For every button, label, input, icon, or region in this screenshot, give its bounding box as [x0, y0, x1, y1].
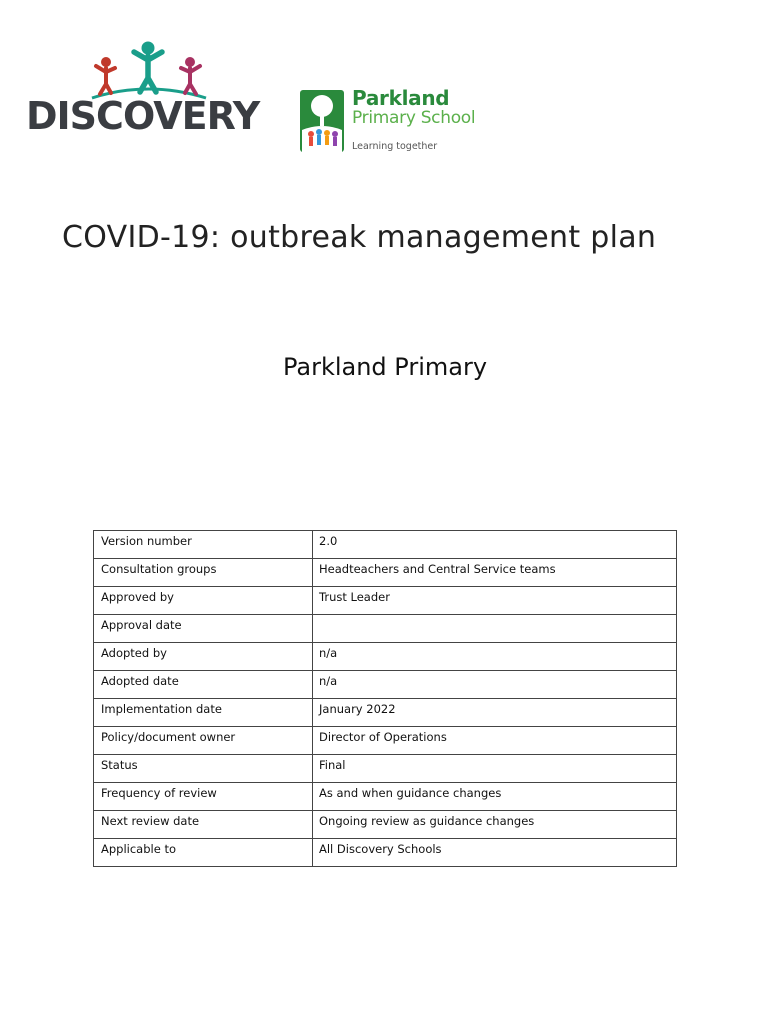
parkland-name: Parkland	[352, 86, 450, 110]
table-row	[94, 671, 677, 699]
row-label: Frequency of review	[94, 783, 313, 811]
row-value: Headteachers and Central Service teams	[313, 559, 677, 587]
table-row	[94, 811, 677, 839]
row-label: Approved by	[94, 587, 313, 615]
tree-badge-icon	[300, 90, 344, 152]
row-value	[313, 615, 677, 643]
row-value: n/a	[313, 671, 677, 699]
parkland-tagline: Learning together	[352, 141, 438, 152]
discovery-logo	[24, 40, 260, 140]
table-row	[94, 755, 677, 783]
discovery-wordmark: DISCOVERY	[26, 94, 260, 138]
row-value: Director of Operations	[313, 727, 677, 755]
row-label: Consultation groups	[94, 559, 313, 587]
discovery-figures-icon	[88, 40, 208, 100]
table-row	[94, 643, 677, 671]
table-row	[94, 531, 677, 559]
row-label: Next review date	[94, 811, 313, 839]
row-label: Version number	[94, 531, 313, 559]
table-row	[94, 587, 677, 615]
table-row	[94, 839, 677, 867]
row-value: Ongoing review as guidance changes	[313, 811, 677, 839]
row-label: Adopted by	[94, 643, 313, 671]
row-label: Implementation date	[94, 699, 313, 727]
school-name-heading: Parkland Primary	[282, 353, 488, 381]
row-label: Approval date	[94, 615, 313, 643]
row-label: Applicable to	[94, 839, 313, 867]
document-title: COVID-19: outbreak management plan	[62, 220, 657, 255]
row-value: n/a	[313, 643, 677, 671]
table-row	[94, 699, 677, 727]
table-row	[94, 559, 677, 587]
parkland-logo	[300, 88, 490, 158]
document-control-table	[93, 530, 677, 867]
row-value: Final	[313, 755, 677, 783]
row-value: January 2022	[313, 699, 677, 727]
row-value: As and when guidance changes	[313, 783, 677, 811]
row-label: Policy/document owner	[94, 727, 313, 755]
row-label: Status	[94, 755, 313, 783]
table-row	[94, 783, 677, 811]
row-value: 2.0	[313, 531, 677, 559]
row-value: Trust Leader	[313, 587, 677, 615]
table-row	[94, 615, 677, 643]
parkland-subtitle: Primary School	[352, 108, 476, 128]
row-label: Adopted date	[94, 671, 313, 699]
row-value: All Discovery Schools	[313, 839, 677, 867]
table-row	[94, 727, 677, 755]
